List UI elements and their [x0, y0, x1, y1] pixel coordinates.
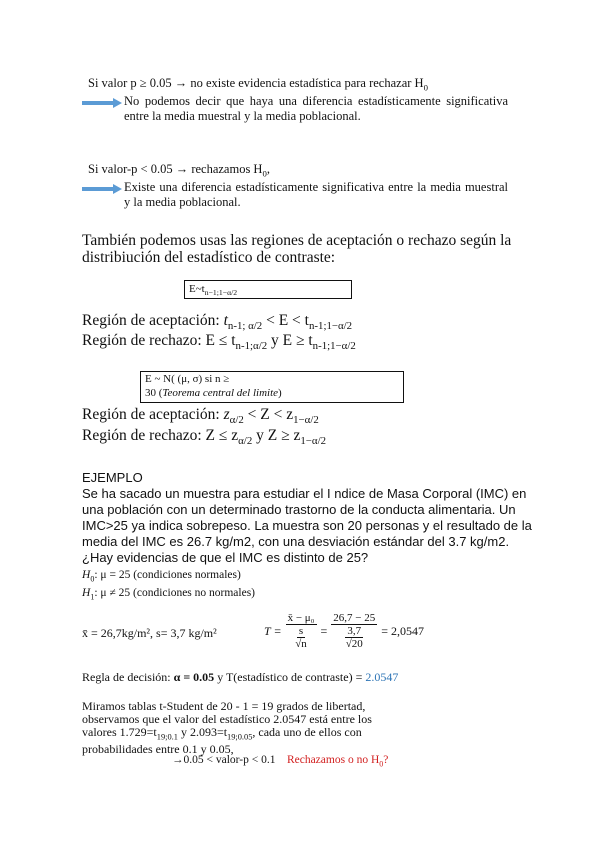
z-accept-region	[82, 406, 319, 426]
rule1-intro-sub: 0	[423, 82, 428, 93]
h0-symbol: H	[82, 569, 91, 581]
arrow-right-icon	[82, 184, 122, 194]
rule2-intro-sub: 0	[262, 168, 267, 179]
z-reject-b-sub: 1−α/2	[300, 435, 327, 448]
t-result: = 2,0547	[381, 623, 425, 638]
equals: =	[320, 623, 328, 638]
rule1-text: No podemos decir que haya una diferencia estadísticamente significativa entre la media muestral y la media poblacional.	[124, 94, 508, 123]
h1-symbol: H	[82, 587, 91, 600]
decision-mid: y T(estadístico de contraste) =	[217, 670, 363, 684]
z-reject-mid: y Z ≥ z	[256, 427, 301, 444]
t-reject-a-sub: n-1;α/2	[235, 340, 268, 353]
normal-line2-end: )	[278, 387, 282, 399]
t-statistic-calc	[82, 612, 532, 658]
rule1-block	[82, 94, 508, 124]
normal-line2-italic: Teorema central del limite	[162, 387, 279, 399]
t-accept-region	[82, 312, 352, 332]
example-title: EJEMPLO	[82, 470, 143, 485]
t-reject-region	[82, 332, 356, 352]
rule2-text: Existe una diferencia estadísticamente significativa entre la media muestral y la media poblacional.	[124, 180, 508, 209]
normal-line2-num: 30 (	[145, 387, 163, 399]
lookup-end: , cada uno de ellos con probabilidades entre 0.1 y 0.05,	[82, 725, 362, 757]
fraction-values	[331, 612, 377, 650]
h1-line	[82, 586, 255, 604]
normal-line2	[145, 386, 403, 400]
lookup-line1: Miramos tablas t-Student de 20 - 1 = 19 grados de libertad, observamos que el valor del estadístico 2.0547 está entre los valores 1.729=t	[82, 699, 372, 739]
z-accept-a: z	[223, 406, 230, 423]
t-reject-mid: y E ≥ t	[271, 332, 313, 349]
conclusion-red-sub: 0	[379, 759, 384, 769]
h1-sub: 1	[90, 592, 95, 602]
t-symbol: T =	[264, 623, 282, 638]
fraction-general	[286, 612, 317, 650]
rule2-intro	[88, 162, 270, 179]
fraction-values-den-bot: √20	[345, 638, 363, 650]
t-distribution-text: E~t	[189, 283, 205, 295]
normal-line1: E ~ N( (μ, σ) si n ≥	[145, 373, 230, 385]
t-reject-b-sub: n-1;1−α/2	[312, 340, 356, 353]
conclusion-question	[286, 754, 389, 769]
z-accept-b-sub: 1−α/2	[293, 414, 319, 427]
z-accept-mid: < Z < z	[247, 406, 294, 423]
lookup-mid: y 2.093=t	[177, 725, 228, 739]
conclusion-red: Rechazamos o no H	[286, 754, 380, 766]
rule2-intro-text: Si valor-p < 0.05 → rechazamos H	[88, 162, 263, 176]
rule2-block	[82, 180, 508, 210]
t-formula	[264, 612, 424, 650]
example-text: Se ha sacado un muestra para estudiar el I ndice de Masa Corporal (IMC) en una población con un determinado trastorno de la conducta alimentaria. Un IMC>25 ya indica sobrepeso. La muestra son 20 personas y el resultado de la media del IMC es 26.7 kg/m2, con una desviación estándar del 3.7 kg/m2. ¿Hay evidencias de que el IMC es distinto de 25?	[82, 486, 532, 565]
t-distribution-box	[184, 280, 352, 299]
z-reject-label: Región de rechazo: Z ≤ z	[82, 427, 239, 444]
fraction-general-den	[293, 625, 309, 650]
z-reject-a-sub: α/2	[238, 435, 253, 448]
z-reject-region	[82, 427, 326, 447]
decision-label: Regla de decisión:	[82, 670, 171, 684]
rule1-intro-text: Si valor p ≥ 0.05 → no existe evidencia estadística para rechazar H	[88, 76, 424, 90]
fraction-general-den-bot: √n	[295, 638, 307, 650]
conclusion-red-end: ?	[383, 754, 389, 766]
hypotheses	[82, 568, 255, 605]
t-accept-a-sub: n-1; α/2	[227, 320, 263, 333]
h0-text: : μ = 25 (condiciones normales)	[94, 569, 241, 581]
t-accept-a: t	[223, 312, 228, 329]
fraction-values-den-top: 3,7	[347, 625, 362, 637]
fraction-values-den	[343, 625, 365, 650]
t-accept-mid: < E < t	[266, 312, 309, 329]
fraction-general-num: x̄ − μ₀	[287, 612, 315, 624]
conclusion	[172, 754, 388, 768]
h0-line	[82, 568, 255, 586]
regions-heading: También podemos usas las regiones de aceptación o rechazo según la distribiución del estadístico de contraste:	[82, 232, 512, 266]
normal-distribution-box	[140, 371, 404, 403]
table-lookup	[82, 700, 402, 756]
conclusion-text: →0.05 < valor-p < 0.1	[172, 754, 276, 766]
fraction-general-den-top: s	[298, 625, 304, 637]
rule1-intro	[88, 76, 428, 93]
h0-sub: 0	[90, 574, 95, 584]
fraction-values-num: 26,7 − 25	[333, 612, 376, 624]
z-accept-label: Región de aceptación:	[82, 406, 220, 423]
arrow-right-icon	[82, 98, 122, 108]
decision-value: 2.0547	[365, 670, 399, 684]
decision-rule	[82, 670, 398, 685]
t-reject-label: Región de rechazo: E ≤ t	[82, 332, 236, 349]
t-accept-b-sub: n-1;1−α/2	[308, 320, 353, 333]
t-accept-label: Región de aceptación:	[82, 312, 220, 329]
h1-text: : μ ≠ 25 (condiciones no normales)	[94, 587, 256, 600]
z-accept-a-sub: α/2	[229, 414, 244, 427]
lookup-sub2: 19;0.05	[227, 732, 253, 742]
rule2-intro-end: ,	[266, 162, 270, 176]
alpha-value: α = 0.05	[173, 670, 215, 684]
lookup-sub1: 19;0.1	[156, 732, 178, 742]
t-distribution-sub: n−1;1−α/2	[204, 288, 238, 298]
sample-values: x̄ = 26,7kg/m², s= 3,7 kg/m²	[82, 626, 217, 640]
